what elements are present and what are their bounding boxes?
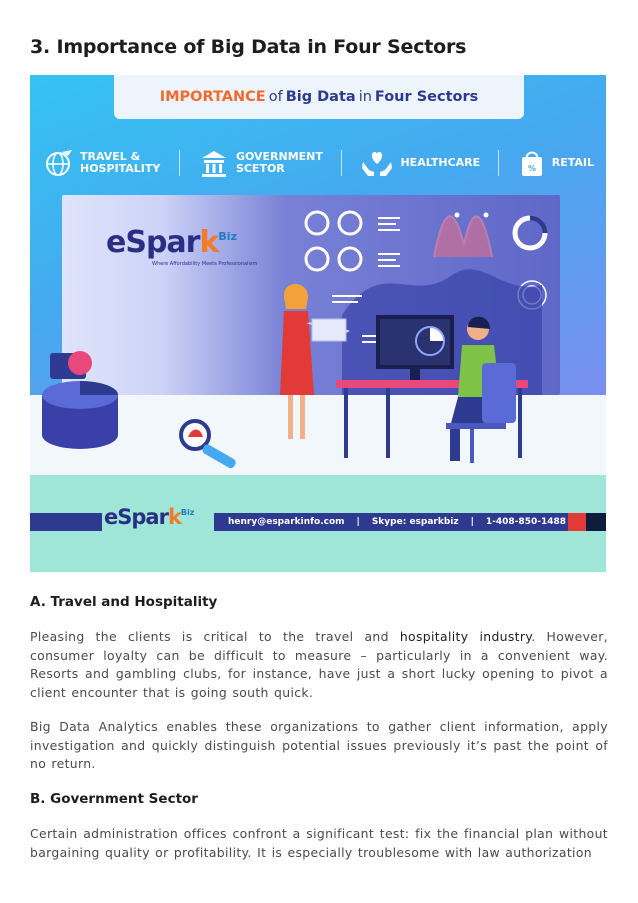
section-a-p1-end: . However, consumer loyalty can be difficult to measure – particularly in a convenient way. Resorts and gambling clubs, for instance, have just a short lucky opening to pivot a client encounter that is going south quick. <box>30 629 608 700</box>
footer-logo-main: eSpar <box>104 505 168 529</box>
contact-bar-red-block <box>568 513 586 531</box>
office-illustration <box>30 75 606 572</box>
banner-title-sectors: Four Sectors <box>374 89 479 105</box>
contact-info <box>214 517 568 527</box>
logo-text-main: eSpar <box>106 225 200 260</box>
contact-separator: | <box>356 517 360 527</box>
esparkbiz-footer-logo <box>104 505 194 529</box>
svg-text:%: % <box>527 164 536 173</box>
sector-retail-label: RETAIL <box>551 156 594 170</box>
contact-email: henry@esparkinfo.com <box>228 517 345 527</box>
page-title: 3. Importance of Big Data in Four Sectors <box>30 36 467 58</box>
logo-text-biz: Biz <box>218 230 237 243</box>
logo-text-k: k <box>199 225 219 260</box>
banner-title-in: in <box>358 89 372 105</box>
footer-logo-k: k <box>167 505 181 529</box>
hospitality-industry-link[interactable]: hospitality industry <box>399 629 532 644</box>
contact-skype: Skype: esparkbiz <box>371 517 459 527</box>
sector-government-line2: SCETOR <box>235 162 285 175</box>
sector-travel-line1: TRAVEL & <box>80 150 141 164</box>
banner-title-bigdata: Big Data <box>285 89 356 105</box>
contact-phone: 1-408-850-1488 <box>485 517 566 527</box>
banner-image <box>30 75 606 572</box>
banner-title-importance: IMPORTANCE <box>159 89 266 105</box>
sector-travel-line2: HOSPITALITY <box>80 162 161 175</box>
contact-separator: | <box>470 517 474 527</box>
section-b-paragraph-1: Certain administration offices confront a significant test: fix the financial plan without bargaining quality or profitability. It is especially troublesome with law authorization <box>30 826 608 860</box>
contact-bar-dark-block <box>586 513 606 531</box>
sector-healthcare-label: HEALTHCARE <box>400 156 481 170</box>
contact-bar-left <box>30 513 102 531</box>
section-a-paragraph-1 <box>30 628 608 702</box>
footer-logo-biz: Biz <box>180 508 195 517</box>
sector-government-line1: GOVERNMENT <box>235 150 323 164</box>
logo-tagline: Where Affordability Meets Professionalism <box>152 261 258 267</box>
section-a-p1-start: Pleasing the clients is critical to the travel and <box>30 629 389 644</box>
section-b-heading: B. Government Sector <box>30 791 198 807</box>
banner-title-of: of <box>268 89 283 105</box>
section-a-heading: A. Travel and Hospitality <box>30 594 218 610</box>
section-a-paragraph-2: Big Data Analytics enables these organizations to gather client information, apply investigation and quickly distinguish potential issues previously it’s past the point of no return. <box>30 719 608 772</box>
